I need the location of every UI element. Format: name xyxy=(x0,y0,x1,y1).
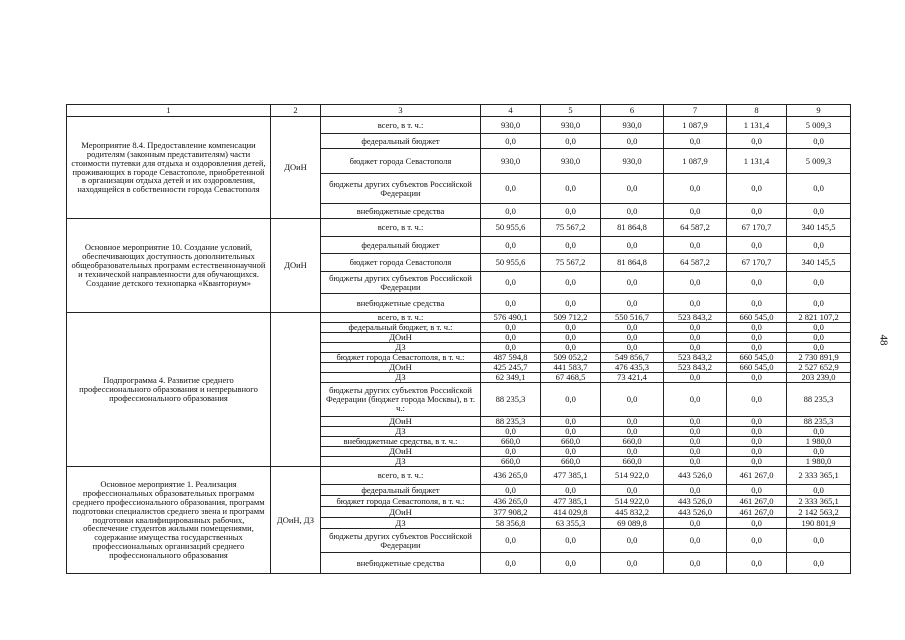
value-cell: 930,0 xyxy=(481,117,541,134)
value-cell: 0,0 xyxy=(727,343,787,353)
value-cell: 0,0 xyxy=(727,373,787,383)
value-cell: 0,0 xyxy=(481,447,541,457)
value-cell: 64 587,2 xyxy=(664,254,727,272)
column-header: 2 xyxy=(271,105,321,117)
value-cell: 0,0 xyxy=(481,323,541,333)
value-cell: 0,0 xyxy=(541,272,601,294)
value-cell: 0,0 xyxy=(727,174,787,204)
value-cell: 0,0 xyxy=(481,427,541,437)
funding-source: внебюджетные средства xyxy=(321,204,481,219)
value-cell: 0,0 xyxy=(787,174,851,204)
value-cell: 0,0 xyxy=(727,134,787,149)
value-cell: 0,0 xyxy=(787,447,851,457)
value-cell: 441 583,7 xyxy=(541,363,601,373)
value-cell: 0,0 xyxy=(541,134,601,149)
value-cell: 340 145,5 xyxy=(787,219,851,237)
value-cell: 0,0 xyxy=(481,553,541,574)
funding-source: всего, в т. ч.: xyxy=(321,467,481,485)
value-cell: 63 355,3 xyxy=(541,518,601,529)
value-cell: 660 545,0 xyxy=(727,363,787,373)
executor-cell xyxy=(271,313,321,467)
value-cell: 50 955,6 xyxy=(481,219,541,237)
value-cell: 443 526,0 xyxy=(664,467,727,485)
funding-source: федеральный бюджет xyxy=(321,485,481,496)
value-cell: 0,0 xyxy=(664,417,727,427)
table-row xyxy=(67,467,851,485)
measure-name: Основное мероприятие 1. Реализация профессиональных образовательных программ среднего профессионального образования, программ подготовки специалистов среднего звена и программ подготовки квалифицированных рабочих, обеспечение студентов жилыми помещениями, содержание имущества государственных профессиональных организаций среднего профессионального образования xyxy=(67,467,271,574)
value-cell: 67 170,7 xyxy=(727,219,787,237)
value-cell: 0,0 xyxy=(787,553,851,574)
value-cell: 0,0 xyxy=(601,134,664,149)
value-cell: 2 333 365,1 xyxy=(787,467,851,485)
column-header: 4 xyxy=(481,105,541,117)
value-cell: 0,0 xyxy=(664,204,727,219)
value-cell: 0,0 xyxy=(541,237,601,254)
value-cell: 0,0 xyxy=(481,333,541,343)
value-cell: 2 142 563,2 xyxy=(787,507,851,518)
column-header: 9 xyxy=(787,105,851,117)
value-cell: 0,0 xyxy=(601,323,664,333)
value-cell: 1 980,0 xyxy=(787,457,851,467)
funding-source: ДЗ xyxy=(321,427,481,437)
value-cell: 0,0 xyxy=(727,485,787,496)
value-cell: 0,0 xyxy=(787,323,851,333)
value-cell: 0,0 xyxy=(541,417,601,427)
value-cell: 0,0 xyxy=(664,485,727,496)
funding-source: ДОиН xyxy=(321,363,481,373)
value-cell: 0,0 xyxy=(787,343,851,353)
value-cell: 0,0 xyxy=(601,447,664,457)
value-cell: 5 009,3 xyxy=(787,117,851,134)
value-cell: 340 145,5 xyxy=(787,254,851,272)
value-cell: 523 843,2 xyxy=(664,353,727,363)
value-cell: 0,0 xyxy=(727,272,787,294)
value-cell: 477 385,1 xyxy=(541,496,601,507)
funding-source: федеральный бюджет xyxy=(321,237,481,254)
funding-source: ДЗ xyxy=(321,457,481,467)
value-cell: 88 235,3 xyxy=(787,383,851,417)
value-cell: 0,0 xyxy=(481,294,541,313)
value-cell: 0,0 xyxy=(787,237,851,254)
value-cell: 930,0 xyxy=(481,149,541,174)
value-cell: 0,0 xyxy=(664,174,727,204)
funding-source: ДОиН xyxy=(321,417,481,427)
value-cell: 73 421,4 xyxy=(601,373,664,383)
value-cell: 2 730 891,9 xyxy=(787,353,851,363)
column-header: 6 xyxy=(601,105,664,117)
value-cell: 0,0 xyxy=(601,383,664,417)
value-cell: 443 526,0 xyxy=(664,496,727,507)
value-cell: 190 801,9 xyxy=(787,518,851,529)
funding-source: всего, в т. ч.: xyxy=(321,313,481,323)
value-cell: 0,0 xyxy=(541,447,601,457)
value-cell: 0,0 xyxy=(727,383,787,417)
value-cell: 0,0 xyxy=(664,272,727,294)
value-cell: 660,0 xyxy=(541,437,601,447)
funding-source: ДОиН xyxy=(321,507,481,518)
value-cell: 81 864,8 xyxy=(601,219,664,237)
measure-name: Основное мероприятие 10. Создание условий, обеспечивающих доступность дополнительных общеобразовательных программ естественнонаучной и технической направленности для обучающихся. Создание детского технопарка «Кванториум» xyxy=(67,219,271,313)
value-cell: 660,0 xyxy=(541,457,601,467)
value-cell: 0,0 xyxy=(541,323,601,333)
table-row xyxy=(67,219,851,237)
value-cell: 0,0 xyxy=(541,427,601,437)
column-header: 7 xyxy=(664,105,727,117)
value-cell: 0,0 xyxy=(601,343,664,353)
value-cell: 0,0 xyxy=(481,529,541,553)
value-cell: 660 545,0 xyxy=(727,353,787,363)
value-cell: 0,0 xyxy=(727,417,787,427)
value-cell: 2 527 652,9 xyxy=(787,363,851,373)
value-cell: 549 856,7 xyxy=(601,353,664,363)
funding-source: бюджет города Севастополя, в т. ч.: xyxy=(321,353,481,363)
value-cell: 509 052,2 xyxy=(541,353,601,363)
value-cell: 0,0 xyxy=(787,485,851,496)
value-cell: 0,0 xyxy=(727,447,787,457)
value-cell: 425 245,7 xyxy=(481,363,541,373)
value-cell: 88 235,3 xyxy=(481,383,541,417)
value-cell: 58 356,8 xyxy=(481,518,541,529)
value-cell: 0,0 xyxy=(664,529,727,553)
value-cell: 0,0 xyxy=(664,437,727,447)
value-cell: 2 333 365,1 xyxy=(787,496,851,507)
value-cell: 0,0 xyxy=(541,204,601,219)
funding-source: внебюджетные средства xyxy=(321,553,481,574)
value-cell: 523 843,2 xyxy=(664,313,727,323)
value-cell: 88 235,3 xyxy=(787,417,851,427)
value-cell: 0,0 xyxy=(601,333,664,343)
value-cell: 0,0 xyxy=(541,383,601,417)
column-header: 5 xyxy=(541,105,601,117)
value-cell: 0,0 xyxy=(727,323,787,333)
value-cell: 0,0 xyxy=(727,333,787,343)
value-cell: 0,0 xyxy=(787,204,851,219)
value-cell: 0,0 xyxy=(787,294,851,313)
value-cell: 514 922,0 xyxy=(601,467,664,485)
value-cell: 0,0 xyxy=(541,553,601,574)
funding-source: всего, в т. ч.: xyxy=(321,219,481,237)
table-row xyxy=(67,117,851,134)
value-cell: 0,0 xyxy=(601,237,664,254)
value-cell: 436 265,0 xyxy=(481,496,541,507)
value-cell: 0,0 xyxy=(727,518,787,529)
value-cell: 0,0 xyxy=(727,529,787,553)
value-cell: 660,0 xyxy=(481,457,541,467)
value-cell: 0,0 xyxy=(541,485,601,496)
value-cell: 477 385,1 xyxy=(541,467,601,485)
value-cell: 62 349,1 xyxy=(481,373,541,383)
value-cell: 660,0 xyxy=(601,457,664,467)
value-cell: 0,0 xyxy=(481,272,541,294)
funding-source: всего, в т. ч.: xyxy=(321,117,481,134)
value-cell: 0,0 xyxy=(664,237,727,254)
funding-source: ДЗ xyxy=(321,343,481,353)
value-cell: 67 170,7 xyxy=(727,254,787,272)
value-cell: 509 712,2 xyxy=(541,313,601,323)
value-cell: 0,0 xyxy=(601,272,664,294)
value-cell: 0,0 xyxy=(601,174,664,204)
value-cell: 1 087,9 xyxy=(664,149,727,174)
value-cell: 0,0 xyxy=(664,333,727,343)
value-cell: 930,0 xyxy=(601,149,664,174)
value-cell: 0,0 xyxy=(727,457,787,467)
column-header: 8 xyxy=(727,105,787,117)
value-cell: 0,0 xyxy=(787,529,851,553)
value-cell: 0,0 xyxy=(727,294,787,313)
value-cell: 64 587,2 xyxy=(664,219,727,237)
value-cell: 523 843,2 xyxy=(664,363,727,373)
funding-source: федеральный бюджет xyxy=(321,134,481,149)
funding-source: бюджеты других субъектов Российской Федерации xyxy=(321,174,481,204)
value-cell: 660,0 xyxy=(481,437,541,447)
value-cell: 0,0 xyxy=(481,204,541,219)
column-header-row xyxy=(67,105,851,117)
value-cell: 0,0 xyxy=(601,204,664,219)
value-cell: 0,0 xyxy=(601,427,664,437)
value-cell: 0,0 xyxy=(601,485,664,496)
value-cell: 930,0 xyxy=(541,149,601,174)
funding-source: бюджеты других субъектов Российской Федерации (бюджет города Москвы), в т. ч.: xyxy=(321,383,481,417)
funding-source: ДЗ xyxy=(321,518,481,529)
value-cell: 1 131,4 xyxy=(727,149,787,174)
value-cell: 0,0 xyxy=(727,437,787,447)
page-number: 48 xyxy=(877,334,890,346)
value-cell: 0,0 xyxy=(787,427,851,437)
funding-source: ДОиН xyxy=(321,447,481,457)
value-cell: 0,0 xyxy=(664,553,727,574)
value-cell: 0,0 xyxy=(601,529,664,553)
funding-source: бюджет города Севастополя xyxy=(321,149,481,174)
value-cell: 930,0 xyxy=(541,117,601,134)
value-cell: 514 922,0 xyxy=(601,496,664,507)
value-cell: 0,0 xyxy=(664,447,727,457)
value-cell: 0,0 xyxy=(664,383,727,417)
value-cell: 0,0 xyxy=(664,323,727,333)
column-header: 3 xyxy=(321,105,481,117)
value-cell: 0,0 xyxy=(541,343,601,353)
funding-source: бюджеты других субъектов Российской Федерации xyxy=(321,529,481,553)
value-cell: 487 594,8 xyxy=(481,353,541,363)
value-cell: 81 864,8 xyxy=(601,254,664,272)
value-cell: 2 821 107,2 xyxy=(787,313,851,323)
value-cell: 0,0 xyxy=(541,174,601,204)
value-cell: 75 567,2 xyxy=(541,219,601,237)
value-cell: 576 490,1 xyxy=(481,313,541,323)
value-cell: 0,0 xyxy=(541,294,601,313)
value-cell: 0,0 xyxy=(481,343,541,353)
value-cell: 0,0 xyxy=(481,485,541,496)
value-cell: 67 468,5 xyxy=(541,373,601,383)
value-cell: 0,0 xyxy=(664,427,727,437)
value-cell: 50 955,6 xyxy=(481,254,541,272)
value-cell: 0,0 xyxy=(481,134,541,149)
funding-source: внебюджетные средства xyxy=(321,294,481,313)
funding-source: бюджеты других субъектов Российской Федерации xyxy=(321,272,481,294)
funding-source: бюджет города Севастополя, в т. ч.: xyxy=(321,496,481,507)
value-cell: 1 131,4 xyxy=(727,117,787,134)
measure-name: Мероприятие 8.4. Предоставление компенсации родителям (законным представителям) части стоимости путевки для отдыха и оздоровления детей, проживающих в городе Севастополе, приобретенной в организации отдыха детей и их оздоровления, находящейся в собственности города Севастополя xyxy=(67,117,271,219)
value-cell: 0,0 xyxy=(727,427,787,437)
value-cell: 550 516,7 xyxy=(601,313,664,323)
value-cell: 88 235,3 xyxy=(481,417,541,427)
value-cell: 1 980,0 xyxy=(787,437,851,447)
funding-source: внебюджетные средства, в т. ч.: xyxy=(321,437,481,447)
measure-name: Подпрограмма 4. Развитие среднего профессионального образования и непрерывного профессионального образования xyxy=(67,313,271,467)
budget-table xyxy=(66,104,851,574)
table-row xyxy=(67,313,851,323)
value-cell: 0,0 xyxy=(541,529,601,553)
value-cell: 0,0 xyxy=(727,553,787,574)
value-cell: 0,0 xyxy=(664,134,727,149)
value-cell: 436 265,0 xyxy=(481,467,541,485)
value-cell: 461 267,0 xyxy=(727,467,787,485)
funding-source: ДЗ xyxy=(321,373,481,383)
value-cell: 1 087,9 xyxy=(664,117,727,134)
value-cell: 443 526,0 xyxy=(664,507,727,518)
value-cell: 0,0 xyxy=(787,333,851,343)
funding-source: федеральный бюджет, в т. ч.: xyxy=(321,323,481,333)
value-cell: 0,0 xyxy=(664,518,727,529)
column-header: 1 xyxy=(67,105,271,117)
value-cell: 75 567,2 xyxy=(541,254,601,272)
value-cell: 0,0 xyxy=(664,457,727,467)
value-cell: 0,0 xyxy=(664,343,727,353)
value-cell: 0,0 xyxy=(541,333,601,343)
value-cell: 461 267,0 xyxy=(727,496,787,507)
funding-source: ДОиН xyxy=(321,333,481,343)
executor-cell: ДОиН xyxy=(271,117,321,219)
value-cell: 0,0 xyxy=(787,272,851,294)
value-cell: 0,0 xyxy=(601,417,664,427)
value-cell: 0,0 xyxy=(481,174,541,204)
value-cell: 0,0 xyxy=(787,134,851,149)
value-cell: 660,0 xyxy=(601,437,664,447)
value-cell: 0,0 xyxy=(481,237,541,254)
value-cell: 476 435,3 xyxy=(601,363,664,373)
value-cell: 0,0 xyxy=(727,204,787,219)
value-cell: 414 029,8 xyxy=(541,507,601,518)
value-cell: 69 089,8 xyxy=(601,518,664,529)
funding-source: бюджет города Севастополя xyxy=(321,254,481,272)
value-cell: 660 545,0 xyxy=(727,313,787,323)
value-cell: 0,0 xyxy=(727,237,787,254)
value-cell: 0,0 xyxy=(664,373,727,383)
executor-cell: ДОиН, ДЗ xyxy=(271,467,321,574)
value-cell: 203 239,0 xyxy=(787,373,851,383)
value-cell: 0,0 xyxy=(601,294,664,313)
value-cell: 461 267,0 xyxy=(727,507,787,518)
value-cell: 445 832,2 xyxy=(601,507,664,518)
value-cell: 5 009,3 xyxy=(787,149,851,174)
value-cell: 0,0 xyxy=(601,553,664,574)
value-cell: 0,0 xyxy=(664,294,727,313)
value-cell: 930,0 xyxy=(601,117,664,134)
value-cell: 377 908,2 xyxy=(481,507,541,518)
executor-cell: ДОиН xyxy=(271,219,321,313)
